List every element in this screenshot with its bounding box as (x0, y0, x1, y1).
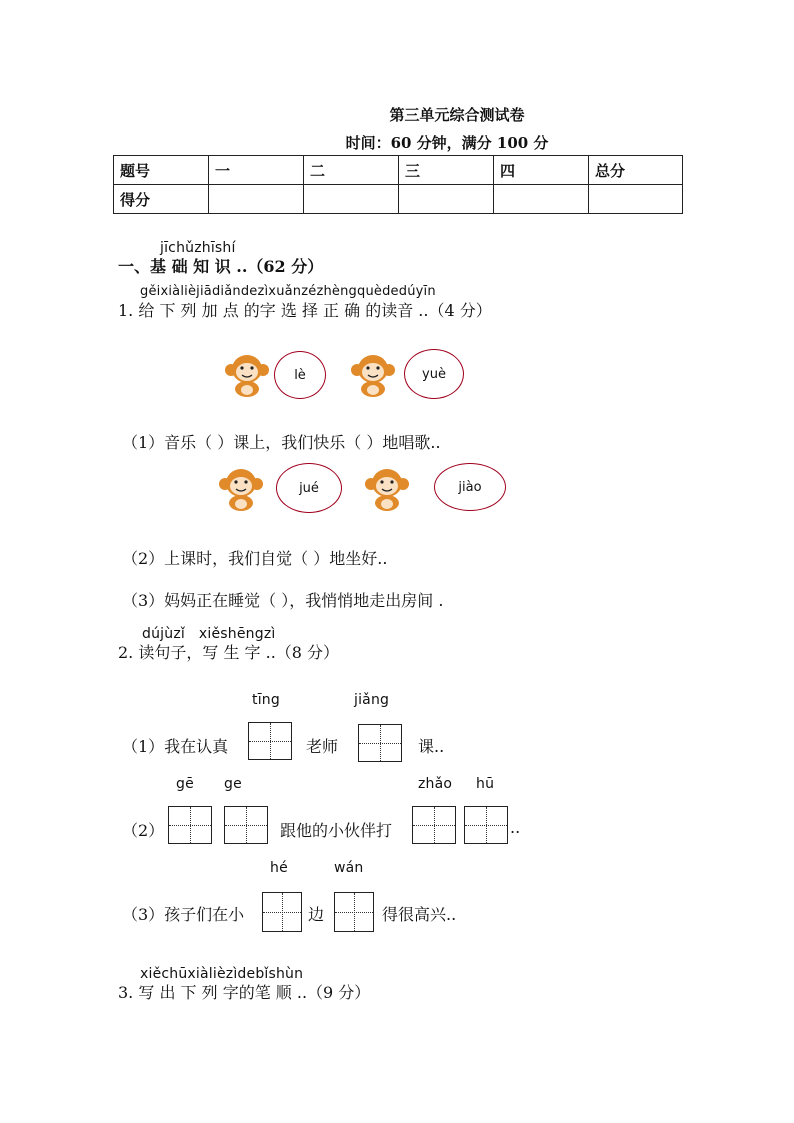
pinyin-hint: ge (224, 776, 242, 792)
q2-pinyin: dújùzǐ xiěshēngzì (142, 626, 276, 642)
page-subtitle: 时间：60 分钟，满分 100 分 (345, 134, 549, 152)
q1-heading: 1. 给 下 列 加 点 的字 选 择 正 确 的读音 ..（4 分） (118, 301, 492, 320)
table-cell: 二 (304, 156, 399, 185)
monkey-icon (348, 349, 398, 399)
q2-s1-prefix: （1）我在认真 (122, 737, 229, 756)
score-table (113, 155, 683, 214)
q2-s2-suffix: .. (510, 818, 521, 837)
score-input-cell[interactable] (399, 185, 494, 214)
pinyin-hint: hé (270, 860, 288, 876)
q1-line2: （2）上课时，我们自觉（ ）地坐好.. (122, 549, 388, 568)
q2-s3-prefix: （3）孩子们在小 (122, 905, 245, 924)
table-cell: 一 (209, 156, 304, 185)
writing-box[interactable] (334, 892, 374, 932)
q1-pinyin: gěixiàlièjiādiǎndezìxuǎnzézhèngquèdedúyīn (140, 284, 436, 299)
q2-s2-prefix: （2） (122, 821, 165, 840)
table-cell: 得分 (114, 185, 209, 214)
monkey-icon (216, 463, 266, 513)
pinyin-hint: gē (176, 776, 194, 792)
q3-pinyin: xiěchūxiàlièzìdebǐshùn (140, 966, 304, 982)
pinyin-hint: zhǎo (418, 776, 453, 792)
pinyin-bubble[interactable]: lè (274, 351, 326, 399)
table-row (114, 185, 683, 214)
section1-heading: 一、基 础 知 识 ..（62 分） (118, 257, 324, 276)
table-cell: 四 (494, 156, 589, 185)
q3-heading: 3. 写 出 下 列 字的笔 顺 ..（9 分） (118, 983, 371, 1002)
table-cell: 总分 (589, 156, 683, 185)
q2-s2-mid: 跟他的小伙伴打 (280, 821, 393, 840)
q1-line3: （3）妈妈正在睡觉（ ），我悄悄地走出房间 . (122, 591, 444, 610)
writing-box[interactable] (168, 806, 212, 844)
q2-heading: 2. 读句子，写 生 字 ..（8 分） (118, 643, 340, 662)
pinyin-bubble[interactable]: jiào (434, 463, 506, 511)
page-title: 第三单元综合测试卷 (389, 106, 525, 124)
pinyin-hint: jiǎng (354, 692, 390, 708)
pinyin-hint: tīng (252, 692, 280, 708)
monkey-icon (222, 349, 272, 399)
q2-s3-suffix: 得很高兴.. (382, 905, 457, 924)
pinyin-bubble[interactable]: yuè (404, 349, 464, 399)
monkey-icon (362, 463, 412, 513)
pinyin-hint: wán (334, 860, 364, 876)
score-input-cell[interactable] (494, 185, 589, 214)
writing-box[interactable] (358, 724, 402, 762)
writing-box[interactable] (248, 722, 292, 760)
writing-box[interactable] (262, 892, 302, 932)
table-cell: 三 (399, 156, 494, 185)
q2-s1-suffix: 课.. (418, 737, 445, 756)
table-cell: 题号 (114, 156, 209, 185)
writing-box[interactable] (464, 806, 508, 844)
table-row (114, 156, 683, 185)
writing-box[interactable] (224, 806, 268, 844)
score-input-cell[interactable] (209, 185, 304, 214)
section1-pinyin: jīchǔzhīshí (160, 240, 236, 256)
pinyin-hint: hū (476, 776, 495, 792)
writing-box[interactable] (412, 806, 456, 844)
q2-s3-mid: 边 (308, 905, 325, 924)
score-input-cell[interactable] (589, 185, 683, 214)
q2-s1-mid: 老师 (306, 737, 339, 756)
pinyin-bubble[interactable]: jué (276, 463, 342, 513)
q1-line1: （1）音乐（ ）课上，我们快乐（ ）地唱歌.. (122, 433, 441, 452)
score-input-cell[interactable] (304, 185, 399, 214)
